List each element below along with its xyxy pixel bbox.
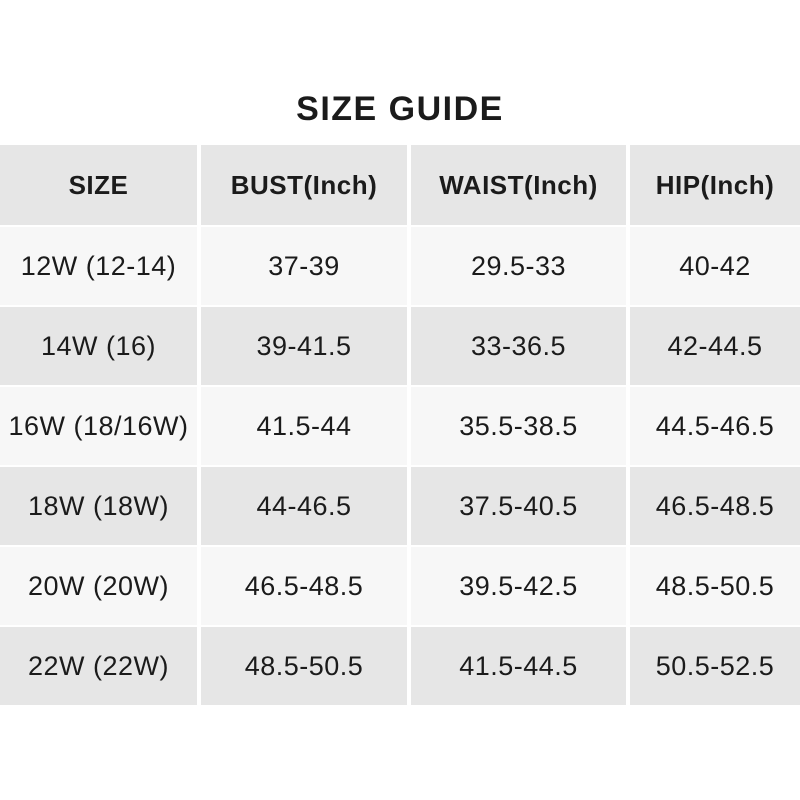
header-cell-hip: HIP(Inch) bbox=[630, 145, 800, 225]
hip-cell: 44.5-46.5 bbox=[630, 387, 800, 465]
bust-cell: 37-39 bbox=[201, 227, 407, 305]
size-guide-table bbox=[0, 145, 800, 705]
bust-cell: 39-41.5 bbox=[201, 307, 407, 385]
waist-cell: 29.5-33 bbox=[411, 227, 626, 305]
size-label-cell: 18W (18W) bbox=[0, 467, 197, 545]
bust-cell: 41.5-44 bbox=[201, 387, 407, 465]
hip-cell: 48.5-50.5 bbox=[630, 547, 800, 625]
size-label-cell: 12W (12-14) bbox=[0, 227, 197, 305]
size-label-cell: 16W (18/16W) bbox=[0, 387, 197, 465]
size-label-cell: 14W (16) bbox=[0, 307, 197, 385]
waist-cell: 39.5-42.5 bbox=[411, 547, 626, 625]
waist-cell: 41.5-44.5 bbox=[411, 627, 626, 705]
size-label-cell: 22W (22W) bbox=[0, 627, 197, 705]
hip-cell: 50.5-52.5 bbox=[630, 627, 800, 705]
hip-cell: 42-44.5 bbox=[630, 307, 800, 385]
header-cell-waist: WAIST(Inch) bbox=[411, 145, 626, 225]
waist-cell: 35.5-38.5 bbox=[411, 387, 626, 465]
waist-cell: 33-36.5 bbox=[411, 307, 626, 385]
waist-cell: 37.5-40.5 bbox=[411, 467, 626, 545]
header-cell-size: SIZE bbox=[0, 145, 197, 225]
page-title: SIZE GUIDE bbox=[296, 90, 504, 128]
bust-cell: 46.5-48.5 bbox=[201, 547, 407, 625]
size-label-cell: 20W (20W) bbox=[0, 547, 197, 625]
hip-cell: 46.5-48.5 bbox=[630, 467, 800, 545]
hip-cell: 40-42 bbox=[630, 227, 800, 305]
header-cell-bust: BUST(Inch) bbox=[201, 145, 407, 225]
bust-cell: 48.5-50.5 bbox=[201, 627, 407, 705]
bust-cell: 44-46.5 bbox=[201, 467, 407, 545]
